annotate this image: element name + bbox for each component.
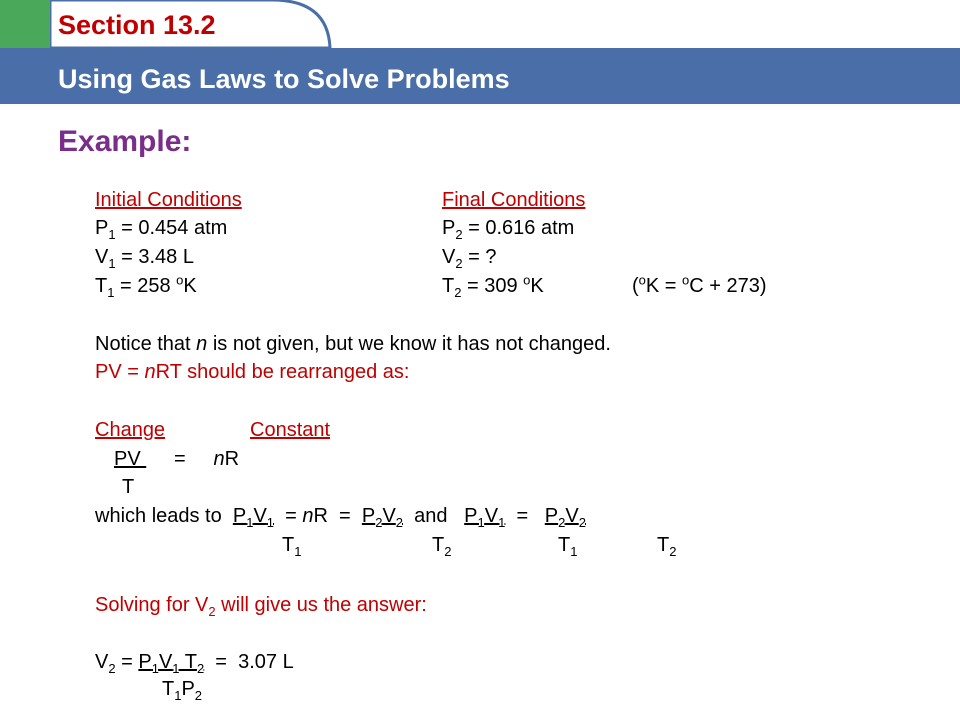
- notice-text: Notice that n is not given, but we know it has not changed.: [95, 333, 611, 355]
- p2-value: $P_2 = 0.616$ atm: [442, 217, 575, 242]
- constant-label: Constant: [250, 419, 331, 441]
- pv-equation: PV = nR: [114, 448, 240, 470]
- final-conditions-label: Final Conditions: [442, 189, 586, 211]
- t1-value: $T_1 = 258$ $^o$K: [95, 272, 197, 300]
- example-heading: Example:: [58, 125, 192, 158]
- denominator-t2-b: $T_2$: [657, 534, 677, 559]
- p1-value: $P_1 = 0.454$ atm: [95, 217, 228, 242]
- kelvin-conversion: ($^o$K = $^o$C + 273): [632, 272, 767, 297]
- slide-title: Using Gas Laws to Solve Problems: [58, 64, 510, 94]
- section-label: Section 13.2: [58, 10, 216, 40]
- green-tab-block: [0, 0, 50, 48]
- solving-text: Solving for $V_2$ will give us the answer:: [95, 594, 427, 619]
- t2-value: $T_2 = 309$ $^o$K: [442, 272, 544, 300]
- leads-to-line: which leads to $P_1V_1$ = nR = $P_2V_2$ and $P_1V_1 = P_2V_2$: [95, 505, 586, 530]
- rearrange-text: PV = nRT should be rearranged as:: [95, 361, 410, 383]
- pv-denominator: T: [122, 476, 135, 498]
- v2-value: $V_2$ = ?: [442, 246, 497, 271]
- v1-value: $V_1 = 3.48$ L: [95, 246, 194, 271]
- initial-conditions-label: Initial Conditions: [95, 189, 242, 211]
- answer-equation: $V_2 = P_1V_1$ $T_2 = 3.07$ L: [95, 651, 294, 676]
- change-label: Change: [95, 419, 166, 441]
- denominator-t1-a: $T_1$: [282, 534, 302, 559]
- denominator-t1-b: $T_1$: [558, 534, 578, 559]
- denominator-t2-a: $T_2$: [432, 534, 452, 559]
- answer-denominator: $T_1P_2$: [162, 678, 203, 703]
